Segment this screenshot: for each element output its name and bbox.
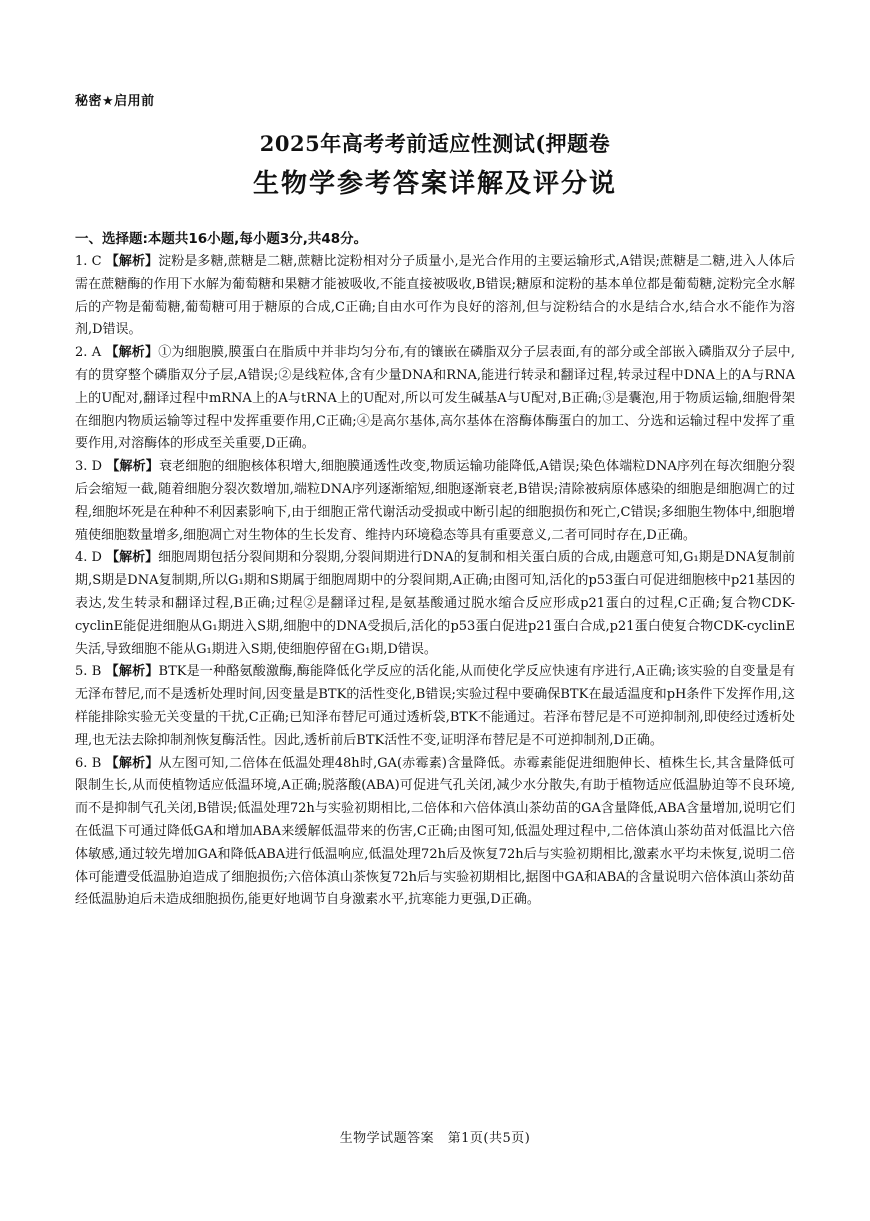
answer-text: 细胞周期包括分裂间期和分裂期,分裂间期进行DNA的复制和相关蛋白质的合成,由题意可知,G₁期是DNA复制前期,S期是DNA复制期,所以G₁期和S期属于细胞周期中的分裂间期,A正确;由图可知,活化的p53蛋白可促进细胞核中p21基因的表达,发生转录和翻译过程,B正确;过程②是翻译过程,是氨基酸通过脱水缩合反应形成p21蛋白的过程,C正确;复合物CDK-cyclinE能促进细胞从G₁期进入S期,细胞中的DNA受损后,活化的p53蛋白促进p21蛋白合成,p21蛋白使复合物CDK-cyclinE失活,导致细胞不能从G₁期进入S期,使细胞停留在G₁期,D错误。 xyxy=(75,550,795,657)
answer-text: 淀粉是多糖,蔗糖是二糖,蔗糖比淀粉相对分子质量小,是光合作用的主要运输形式,A错误;蔗糖是二糖,进入人体后需在蔗糖酶的作用下水解为葡萄糖和果糖才能被吸收,不能直接被吸收,B错误;糖原和淀粉的基本单位都是葡萄糖,淀粉完全水解后的产物是葡萄糖,葡萄糖可用于糖原的合成,C正确;自由水可作为良好的溶剂,但与淀粉结合的水是结合水,结合水不能作为溶剂,D错误。 xyxy=(75,254,795,338)
analysis-tag: 【解析】 xyxy=(105,254,159,269)
answer-item-3 xyxy=(75,456,795,547)
confidential-mark: 秘密★启用前 xyxy=(75,94,155,109)
answer-item-5 xyxy=(75,661,795,752)
answer-item-4 xyxy=(75,547,795,661)
answer-text: 从左图可知,二倍体在低温处理48h时,GA(赤霉素)含量降低。赤霉素能促进细胞伸长、植株生长,其含量降低可限制生长,从而使植物适应低温环境,A正确;脱落酸(ABA)可促进气孔关闭,减少水分散失,有助于植物适应低温胁迫等不良环境,而不是抑制气孔关闭,B错误;低温处理72h与实验初期相比,二倍体和六倍体滇山茶幼苗的GA含量降低,ABA含量增加,说明它们在低温下可通过降低GA和增加ABA来缓解低温带来的伤害,C正确;由图可知,低温处理过程中,二倍体滇山茶幼苗对低温比六倍体敏感,通过较先增加GA和降低ABA进行低温响应,低温处理72h后及恢复72h后与实验初期相比,激素水平均未恢复,说明二倍体可能遭受低温胁迫造成了细胞损伤;六倍体滇山茶恢复72h后与实验初期相比,据图中GA和ABA的含量说明六倍体滇山茶幼苗经低温胁迫后未造成细胞损伤,能更好地调节自身激素水平,抗寒能力更强,D正确。 xyxy=(75,755,795,908)
page-footer: 生物学试题答案 第1页(共5页) xyxy=(339,1131,531,1146)
analysis-tag: 【解析】 xyxy=(105,755,159,771)
answer-text: BTK是一种酪氨酸激酶,酶能降低化学反应的活化能,从而使化学反应快速有序进行,A正确;该实验的自变量是有无泽布替尼,而不是透析处理时间,因变量是BTK的活性变化,B错误;实验过程中要确保BTK在最适温度和pH条件下发挥作用,这样能排除实验无关变量的干扰,C正确;已知泽布替尼可通过透析袋,BTK不能通过。若泽布替尼是不可逆抑制剂,即使经过透析处理,也无法去除抑制剂恢复酶活性。因此,透析前后BTK活性不变,证明泽布替尼是不可逆抑制剂,D正确。 xyxy=(75,664,795,748)
analysis-tag: 【解析】 xyxy=(105,664,159,680)
answer-text: ①为细胞膜,膜蛋白在脂质中并非均匀分布,有的镶嵌在磷脂双分子层表面,有的部分或全部嵌入磷脂双分子层中,有的贯穿整个磷脂双分子层,A错误;②是线粒体,含有少量DNA和RNA,能进行转录和翻译过程,转录过程中DNA上的A与RNA上的U配对,翻译过程中mRNA上的A与tRNA上的U配对,所以可发生碱基A与U配对,B正确;③是囊泡,用于物质运输,细胞骨架在细胞内物质运输等过程中发挥重要作用,C正确;④是高尔基体,高尔基体在溶酶体酶蛋白的加工、分选和运输过程中发挥了重要作用,对溶酶体的形成至关重要,D正确。 xyxy=(75,345,795,452)
exam-title: 2025年高考考前适应性测试(押题卷 xyxy=(259,131,611,156)
analysis-tag: 【解析】 xyxy=(106,550,159,566)
answer-number: 3. D xyxy=(75,459,103,475)
answer-number: 2. A xyxy=(75,345,102,361)
answers-body xyxy=(75,251,795,912)
answer-number: 1. C xyxy=(75,254,102,269)
analysis-tag: 【解析】 xyxy=(106,459,159,475)
answer-number: 4. D xyxy=(75,550,102,566)
section-heading: 一、选择题:本题共16小题,每小题3分,共48分。 xyxy=(75,231,368,247)
answer-number: 6. B xyxy=(75,755,102,771)
document-subtitle: 生物学参考答案详解及评分说 xyxy=(252,169,617,199)
answer-item-1 xyxy=(75,251,795,342)
answer-item-2 xyxy=(75,342,795,456)
answer-item-6 xyxy=(75,753,795,913)
answer-number: 5. B xyxy=(75,664,102,680)
analysis-tag: 【解析】 xyxy=(105,345,159,361)
answer-text: 衰老细胞的细胞核体积增大,细胞膜通透性改变,物质运输功能降低,A错误;染色体端粒DNA序列在每次细胞分裂后会缩短一截,随着细胞分裂次数增加,端粒DNA序列逐渐缩短,细胞逐渐衰老,B错误;清除被病原体感染的细胞是细胞凋亡的过程,细胞坏死是在种种不利因素影响下,由于细胞正常代谢活动受损或中断引起的细胞损伤和死亡,C错误;多细胞生物体中,细胞增殖使细胞数量增多,细胞凋亡对生物体的生长发育、维持内环境稳态等具有重要意义,二者可同时存在,D正确。 xyxy=(75,459,795,543)
